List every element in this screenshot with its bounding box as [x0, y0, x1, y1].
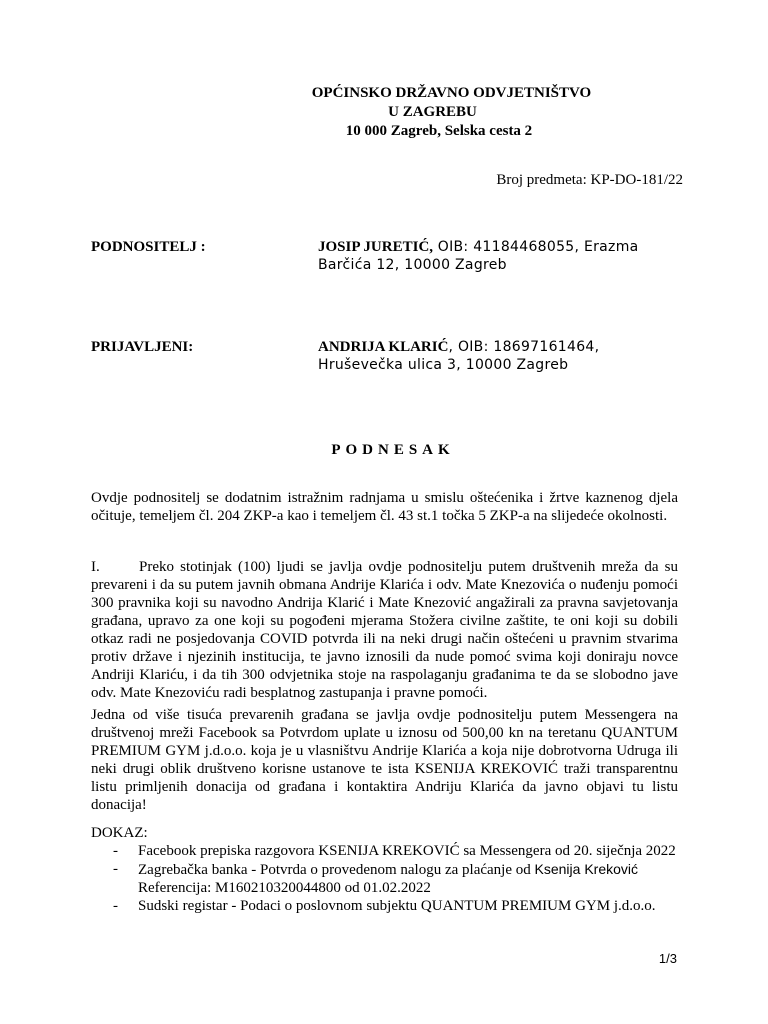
evidence-item-1-text: Facebook prepiska razgovora KSENIJA KREKOVIĆ sa Messengera od 20. siječnja 2022 — [138, 843, 676, 859]
submitter-name: JOSIP JURETIĆ, — [318, 239, 434, 255]
authority-name: OPĆINSKO DRŽAVNO ODVJETNIŠTVO — [311, 85, 592, 101]
submitter-oib-line: OIB: 41184468055, Erazma — [433, 239, 639, 255]
reported-oib-line: , OIB: 18697161464, — [448, 339, 600, 355]
list-dash: - — [113, 843, 118, 859]
submitter-address: Barčića 12, 10000 Zagreb — [318, 257, 507, 273]
evidence-item-3 — [113, 897, 681, 915]
intro-paragraph: Ovdje podnositelj se dodatnim istražnim radnjama u smislu oštećenika i žrtve kaznenog djela očituje, temeljem čl. 204 ZKP-a kao i temeljem čl. 43 st.1 točka 5 ZKP-a na slijedeće okolnosti. — [91, 490, 678, 524]
evidence-section — [91, 824, 681, 915]
evidence-item-1 — [113, 842, 681, 860]
reported-label: PRIJAVLJENI: — [91, 339, 194, 355]
reported-address: Hruševečka ulica 3, 10000 Zagreb — [318, 357, 569, 373]
section-1-number: I. — [91, 559, 100, 575]
submitter-label: PODNOSITELJ : — [91, 239, 206, 255]
section-1-text: Preko stotinjak (100) ljudi se javlja ovdje podnositelju putem društvenih mreža da su prevareni i da su putem javnih obmana Andrije Klarića i odv. Mate Knezovića o nuđenju pomoći 300 pravnika koji su navodno Andrija Klarić i Mate Knezović angažirali za pravna savjetovanja građana, upravo za one koji su pogođeni mjerama Stožera civilne zaštite, te oni koji su dobili otkaz radi ne posjedovanja COVID potvrda ili na neki drugi način oštećeni u pravnim stvarima protiv države i njezinih institucija, te javno iznosili da nude pomoć svima koji doniraju novce Andriji Klariću, i da tih 300 odvjetnika stoje na raspolaganju građanima te da se slobodno jave odv. Mate Knezoviću radi besplatnog zastupanja i pravne pomoći. — [91, 559, 678, 701]
case-number: Broj predmeta: KP-DO-181/22 — [496, 172, 683, 188]
evidence-item-2-reference: Referencija: M160210320044800 od 01.02.2022 — [138, 880, 431, 896]
section-1-paragraph — [91, 558, 678, 702]
evidence-list — [91, 842, 681, 915]
authority-address: 10 000 Zagreb, Selska cesta 2 — [345, 123, 533, 139]
submitter-details — [318, 238, 688, 274]
reported-details — [318, 338, 688, 374]
evidence-label: DOKAZ: — [91, 825, 148, 841]
authority-city: U ZAGREBU — [388, 104, 477, 120]
list-dash: - — [113, 861, 118, 877]
evidence-item-2-name: Ksenija Kreković — [534, 861, 639, 877]
list-dash: - — [113, 898, 118, 914]
evidence-item-3-text: Sudski registar - Podaci o poslovnom subjektu QUANTUM PREMIUM GYM j.d.o.o. — [138, 898, 656, 914]
authority-header — [0, 84, 768, 141]
document-title: PODNESAK — [331, 442, 455, 458]
evidence-item-2-text: Zagrebačka banka - Potvrda o provedenom nalogu za plaćanje od — [138, 862, 535, 878]
reported-name: ANDRIJA KLARIĆ — [318, 339, 449, 355]
evidence-item-2 — [113, 860, 681, 897]
paragraph-2: Jedna od više tisuća prevarenih građana se javlja ovdje podnositelju putem Messengera na društvenoj mreži Facebook sa Potvrdom uplate u iznosu od 500,00 kn na teretanu QUANTUM PREMIUM GYM j.d.o.o. koja je u vlasništvu Andrije Klarića a koja nije dobrotvorna Udruga ili neki drugi oblik društveno korisne ustanove te ista KSENIJA KREKOVIĆ traži transparentnu listu primljenih donacija od građana i kontaktira Andriju Klarića da javno objavi tu listu donacija! — [91, 707, 678, 813]
page-number: 1/3 — [658, 951, 677, 966]
